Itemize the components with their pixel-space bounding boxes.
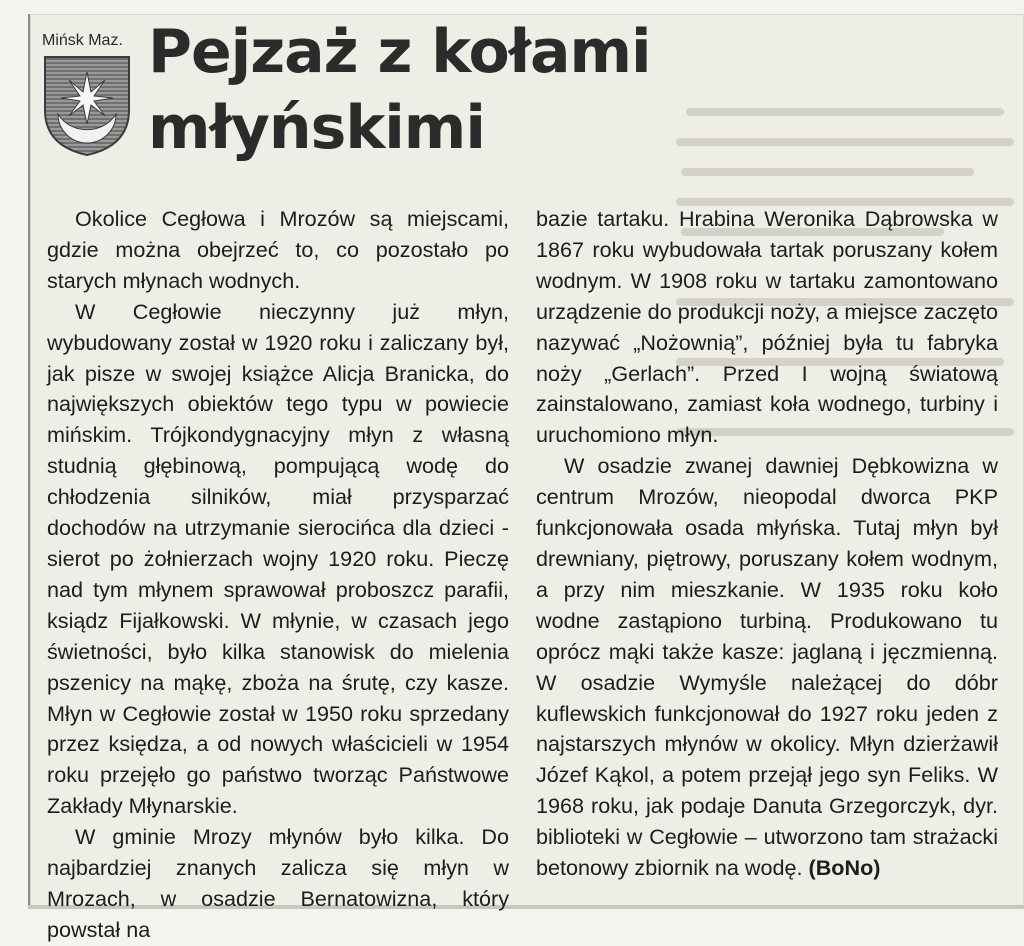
paragraph-text: W osadzie zwanej dawniej Dębkowizna w centrum Mrozów, nieopodal dworca PKP funkcjonowała osada młyńska. Tutaj młyn był drewniany, piętrowy, poruszany kołem wodnym, a przy nim mieszkanie. W 1935 roku koło wodne zastąpiono turbiną. Produkowano tu oprócz mąki także kasze: jaglaną i jęczmienną. W osadzie Wymyśle należącej do dóbr kuflewskich funkcjonował do 1927 roku jeden z najstarszych młynów w okolicy. Młyn dzierżawił Józef Kąkol, a potem przejął jego syn Feliks. W 1968 roku, jak podaje Danuta Grzegorczyk, dyr. biblioteki w Cegłowie – utworzono tam strażacki betonowy zbiornik na wodę. — [536, 453, 998, 881]
town-label: Mińsk Maz. — [42, 32, 123, 49]
author-signature: (BoNo) — [808, 855, 881, 881]
paragraph: W Cegłowie nieczynny już młyn, wybudowany został w 1920 roku i zaliczany był, jak pisze w swojej książce Alicja Branicka, do największych obiektów tego typu w powiecie mińskim. Trójkondygnacyjny młyn z własną studnią głębinową, pompującą wodę do chłodzenia silników, miał przysparzać dochodów na utrzymanie sierocińca dla dzieci - sierot po żołnierzach wojny 1920 roku. Pieczę nad tym młynem sprawował proboszcz parafii, ksiądz Fijałkowski. W młynie, w czasach jego świetności, było kilka stanowisk do mielenia pszenicy na mąkę, zboża na śrutę, czy kasze. Młyn w Cegłowie został w 1950 roku sprzedany przez księdza, a od nowych właścicieli w 1954 roku przejęło go państwo tworząc Państwowe Zakłady Młynarskie. — [47, 298, 509, 819]
coat-of-arms-star-icon — [42, 54, 132, 158]
article-left-column — [47, 204, 509, 946]
article-right-column — [536, 204, 998, 884]
paragraph: Okolice Cegłowa i Mrozów są miejscami, gdzie można obejrzeć to, co pozostało po starych młynach wodnych. — [47, 206, 509, 293]
headline — [148, 14, 651, 166]
paragraph: W gminie Mrozy młynów było kilka. Do najbardziej znanych zalicza się młyn w Mrozach, w osadzie Bernatowizna, który powstał na — [47, 824, 509, 942]
paragraph — [536, 451, 998, 884]
headline-line-2: młyńskimi — [148, 93, 485, 163]
headline-line-1: Pejzaż z kołami — [148, 17, 651, 87]
paragraph: bazie tartaku. Hrabina Weronika Dąbrowska w 1867 roku wybudowała tartak poruszany kołem wodnym. W 1908 roku w tartaku zamontowano urządzenie do produkcji noży, a miejsce zaczęto nazywać „Nożownią”, później była tu fabryka noży „Gerlach”. Przed I wojną światową zainstalowano, zamiast koła wodnego, turbiny i uruchomiono młyn. — [536, 206, 998, 448]
